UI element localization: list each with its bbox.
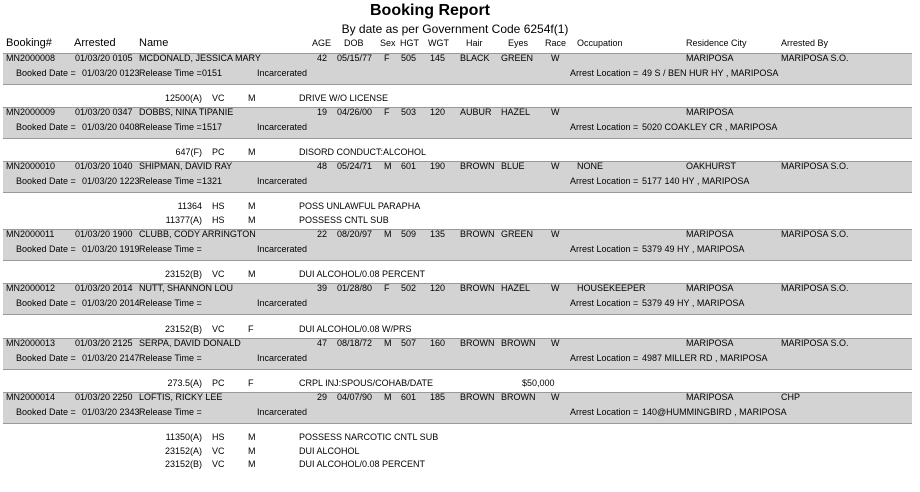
charge-code: 23152(A) (164, 445, 202, 456)
record-hair: BROWN (460, 338, 495, 348)
record-name: DOBBS, NINA TIPANIE (139, 107, 234, 117)
record-custody-status: Incarcerated (257, 244, 308, 254)
record-arrested-datetime: 01/03/20 2250 (75, 392, 133, 402)
record-residence-city: MARIPOSA (686, 392, 734, 402)
record-booked-date: 01/03/20 1223 (82, 176, 140, 186)
charge-type: PC (212, 147, 225, 157)
record-booked-date: 01/03/20 2147 (82, 353, 140, 363)
record-race: W (551, 338, 560, 348)
record-arrested-by: MARIPOSA S.O. (781, 229, 849, 239)
release-time-label: Release Time = (139, 122, 202, 132)
record-arrest-location: 4987 MILLER RD , MARIPOSA (642, 353, 768, 363)
charge-level: M (248, 445, 256, 456)
record-custody-status: Incarcerated (257, 353, 308, 363)
charge-description: CRPL INJ:SPOUS/COHAB/DATE (299, 378, 434, 388)
record-arrested-by: CHP (781, 392, 801, 402)
record-race: W (551, 283, 560, 293)
record-eyes: BROWN (501, 392, 536, 402)
charge-level: M (248, 214, 256, 225)
record-custody-status: Incarcerated (257, 68, 308, 78)
record-custody-status: Incarcerated (257, 407, 308, 417)
record-booked-date: 01/03/20 2343 (82, 407, 140, 417)
record-booked-date: 01/03/20 2014 (82, 298, 140, 308)
record-name: CLUBB, CODY ARRINGTON (139, 229, 256, 239)
record-name: NUTT, SHANNON LOU (139, 283, 234, 293)
record-height: 507 (401, 338, 417, 348)
record-arrest-location: 140@HUMMINGBIRD , MARIPOSA (642, 407, 787, 417)
record-hair: BROWN (460, 229, 495, 239)
record-booking-number: MN2000009 (6, 107, 56, 117)
col-booking: Booking# (6, 37, 52, 49)
record-sex: F (384, 53, 390, 63)
record-race: W (551, 161, 560, 171)
record-arrested-datetime: 01/03/20 1900 (75, 229, 133, 239)
charge-description: POSSESS CNTL SUB (299, 214, 389, 225)
charge-code: 11350(A) (165, 432, 202, 442)
record-arrested-by: MARIPOSA S.O. (781, 283, 849, 293)
record-race: W (551, 53, 560, 63)
charge-type: VC (212, 445, 225, 456)
col-eyes: Eyes (508, 38, 529, 48)
charge-description: DUI ALCOHOL/0.08 PERCENT (299, 459, 426, 470)
charge-type: VC (212, 93, 225, 103)
record-booking-number: MN2000012 (6, 283, 56, 293)
charge-level: M (248, 201, 256, 211)
record-booking-number: MN2000010 (6, 161, 56, 171)
col-hgt: HGT (400, 38, 419, 48)
record-age: 39 (317, 283, 328, 293)
record-release-time: 1321 (202, 176, 223, 186)
charge-level: M (248, 459, 256, 470)
release-time-label: Release Time = (139, 407, 202, 417)
charge-type: VC (212, 269, 225, 279)
record-residence-city: OAKHURST (686, 161, 737, 171)
charge-code: 647(F) (175, 147, 202, 157)
release-time-label: Release Time = (139, 68, 202, 78)
record-eyes: BROWN (501, 338, 536, 348)
record-name: SHIPMAN, DAVID RAY (139, 161, 233, 171)
arrest-location-label: Arrest Location = (570, 176, 639, 186)
record-height: 601 (401, 161, 417, 171)
charge-description: DUI ALCOHOL/0.08 W/PRS (299, 324, 412, 334)
record-arrest-location: 5177 140 HY , MARIPOSA (642, 176, 750, 186)
record-eyes: GREEN (501, 229, 534, 239)
record-height: 601 (401, 392, 417, 402)
arrest-location-label: Arrest Location = (570, 353, 639, 363)
charge-type: HS (212, 432, 225, 442)
record-height: 503 (401, 107, 417, 117)
record-arrested-datetime: 01/03/20 0105 (75, 53, 133, 63)
charge-description: POSSESS NARCOTIC CNTL SUB (299, 432, 439, 442)
record-eyes: BLUE (501, 161, 525, 171)
charge-description: DISORD CONDUCT:ALCOHOL (299, 147, 427, 157)
record-age: 29 (317, 392, 328, 402)
booked-date-label: Booked Date = (16, 407, 76, 417)
booked-date-label: Booked Date = (16, 68, 76, 78)
col-occupation: Occupation (577, 38, 623, 48)
record-release-time: 0151 (202, 68, 223, 78)
arrest-location-label: Arrest Location = (570, 298, 639, 308)
record-arrest-location: 5379 49 HY , MARIPOSA (642, 298, 745, 308)
record-residence-city: MARIPOSA (686, 107, 734, 117)
col-sex: Sex (380, 38, 396, 48)
release-time-label: Release Time = (139, 298, 202, 308)
record-booking-number: MN2000013 (6, 338, 56, 348)
record-weight: 185 (430, 392, 446, 402)
record-height: 502 (401, 283, 417, 293)
record-custody-status: Incarcerated (257, 176, 308, 186)
charge-type: HS (212, 214, 225, 225)
record-sex: F (384, 107, 390, 117)
charge-code: 12500(A) (164, 93, 202, 103)
charge-type: VC (212, 324, 225, 334)
record-booked-date: 01/03/20 0408 (82, 122, 140, 132)
col-dob: DOB (344, 38, 364, 48)
charge-code: 23152(B) (164, 269, 202, 279)
charge-code: 11364 (177, 201, 202, 211)
record-race: W (551, 107, 560, 117)
record-age: 48 (317, 161, 328, 171)
charge-level: M (248, 93, 256, 103)
charge-level: M (248, 269, 256, 279)
record-height: 509 (401, 229, 417, 239)
record-arrested-by: MARIPOSA S.O. (781, 161, 849, 171)
record-height: 505 (401, 53, 417, 63)
arrest-location-label: Arrest Location = (570, 122, 639, 132)
record-weight: 135 (430, 229, 446, 239)
charge-level: F (248, 324, 254, 334)
record-booking-number: MN2000011 (6, 229, 55, 239)
record-booked-date: 01/03/20 0123 (82, 68, 140, 78)
release-time-label: Release Time = (139, 353, 202, 363)
record-hair: BROWN (460, 283, 495, 293)
record-arrest-location: 5020 COAKLEY CR , MARIPOSA (642, 122, 778, 132)
record-eyes: GREEN (501, 53, 534, 63)
record-age: 42 (317, 53, 328, 63)
record-weight: 190 (430, 161, 446, 171)
record-sex: M (384, 229, 392, 239)
record-weight: 120 (430, 283, 446, 293)
col-race: Race (545, 38, 567, 48)
record-age: 22 (317, 229, 328, 239)
record-arrested-datetime: 01/03/20 0347 (75, 107, 133, 117)
record-hair: AUBUR (460, 107, 492, 117)
record-dob: 05/24/71 (337, 161, 373, 171)
record-residence-city: MARIPOSA (686, 229, 734, 239)
charge-description: DRIVE W/O LICENSE (299, 93, 389, 103)
record-dob: 01/28/80 (337, 283, 373, 293)
record-dob: 05/15/77 (337, 53, 373, 63)
release-time-label: Release Time = (139, 244, 202, 254)
record-sex: M (384, 392, 392, 402)
record-arrest-location: 5379 49 HY , MARIPOSA (642, 244, 745, 254)
record-residence-city: MARIPOSA (686, 338, 734, 348)
booked-date-label: Booked Date = (16, 244, 76, 254)
record-weight: 120 (430, 107, 446, 117)
record-eyes: HAZEL (501, 107, 531, 117)
arrest-location-label: Arrest Location = (570, 68, 639, 78)
charge-level: M (248, 432, 256, 442)
charge-description: DUI ALCOHOL/0.08 PERCENT (299, 269, 426, 279)
record-occupation: NONE (577, 161, 604, 171)
charge-type: PC (212, 378, 225, 388)
record-residence-city: MARIPOSA (686, 53, 734, 63)
col-age: AGE (312, 38, 332, 48)
record-age: 47 (317, 338, 328, 348)
record-dob: 08/20/97 (337, 229, 373, 239)
record-weight: 160 (430, 338, 446, 348)
record-release-time: 1517 (202, 122, 223, 132)
record-name: LOFTIS, RICKY LEE (139, 392, 223, 402)
charge-code: 23152(B) (164, 459, 202, 470)
record-race: W (551, 392, 560, 402)
report-subtitle: By date as per Government Code 6254f(1) (341, 22, 569, 36)
record-eyes: HAZEL (501, 283, 531, 293)
booked-date-label: Booked Date = (16, 298, 76, 308)
charge-level: M (248, 147, 256, 157)
charge-type: HS (212, 201, 225, 211)
record-arrested-datetime: 01/03/20 1040 (75, 161, 133, 171)
booked-date-label: Booked Date = (16, 353, 76, 363)
booked-date-label: Booked Date = (16, 122, 76, 132)
col-arrested: Arrested (74, 37, 116, 49)
record-arrested-by: MARIPOSA S.O. (781, 338, 849, 348)
charge-description: DUI ALCOHOL (299, 445, 360, 456)
record-sex: M (384, 161, 392, 171)
record-custody-status: Incarcerated (257, 122, 308, 132)
arrest-location-label: Arrest Location = (570, 407, 639, 417)
charge-description: POSS UNLAWFUL PARAPHA (299, 201, 421, 211)
charge-type: VC (212, 459, 225, 470)
release-time-label: Release Time = (139, 176, 202, 186)
col-arrested-by: Arrested By (781, 38, 829, 48)
report-title: Booking Report (370, 2, 490, 19)
record-dob: 04/07/90 (337, 392, 373, 402)
record-sex: F (384, 283, 390, 293)
col-wgt: WGT (428, 38, 449, 48)
col-hair: Hair (466, 38, 483, 48)
record-sex: M (384, 338, 392, 348)
record-dob: 04/26/00 (337, 107, 373, 117)
record-age: 19 (317, 107, 328, 117)
record-hair: BROWN (460, 392, 495, 402)
col-name: Name (139, 37, 169, 49)
record-hair: BLACK (460, 53, 490, 63)
record-arrested-by: MARIPOSA S.O. (781, 53, 849, 63)
record-arrest-location: 49 S / BEN HUR HY , MARIPOSA (642, 68, 779, 78)
record-weight: 145 (430, 53, 446, 63)
arrest-location-label: Arrest Location = (570, 244, 639, 254)
charge-code: 23152(B) (164, 324, 202, 334)
record-booked-date: 01/03/20 1919 (82, 244, 140, 254)
charge-level: F (248, 378, 254, 388)
record-hair: BROWN (460, 161, 495, 171)
record-name: MCDONALD, JESSICA MARY (139, 53, 261, 63)
charge-code: 11377(A) (165, 214, 202, 225)
col-residence: Residence City (686, 38, 747, 48)
record-dob: 08/18/72 (337, 338, 373, 348)
record-race: W (551, 229, 560, 239)
record-occupation: HOUSEKEEPER (577, 283, 646, 293)
booked-date-label: Booked Date = (16, 176, 76, 186)
record-arrested-datetime: 01/03/20 2014 (75, 283, 133, 293)
charge-bail: $50,000 (522, 378, 555, 388)
record-residence-city: MARIPOSA (686, 283, 734, 293)
charge-code: 273.5(A) (167, 378, 202, 388)
record-name: SERPA, DAVID DONALD (139, 338, 241, 348)
record-arrested-datetime: 01/03/20 2125 (75, 338, 133, 348)
record-booking-number: MN2000014 (6, 392, 56, 402)
record-booking-number: MN2000008 (6, 53, 56, 63)
record-custody-status: Incarcerated (257, 298, 308, 308)
